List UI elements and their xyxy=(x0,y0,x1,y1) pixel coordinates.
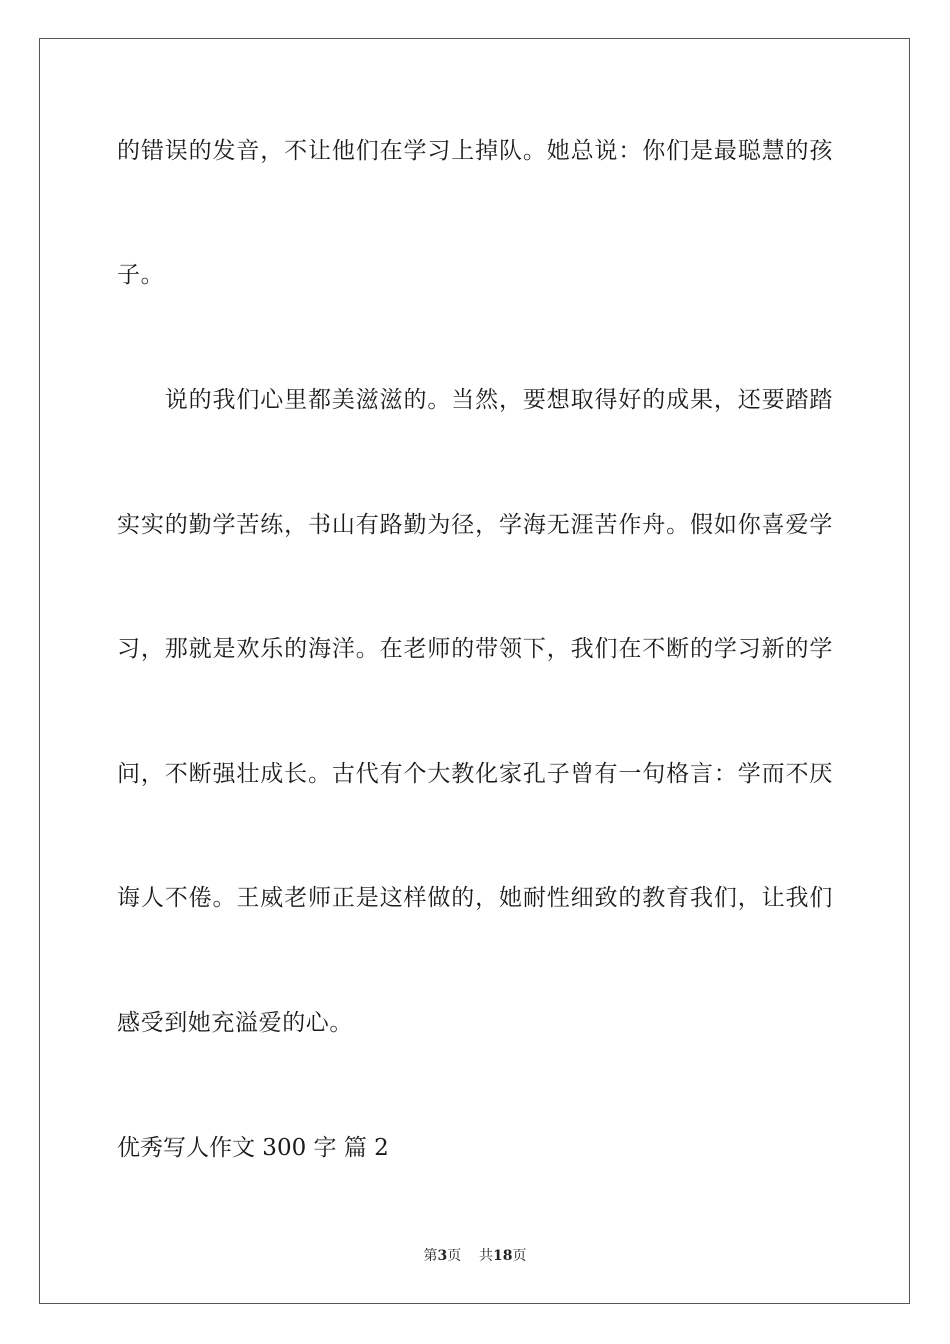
body-line-8: 感受到她充溢爱的心。 xyxy=(117,1010,353,1036)
body-line-5: 习，那就是欢乐的海洋。在老师的带领下，我们在不断的学习新的学 xyxy=(117,636,833,662)
page-footer xyxy=(0,1247,950,1265)
footer-page-unit: 页 xyxy=(447,1248,462,1264)
body-line-1: 的错误的发音，不让他们在学习上掉队。她总说：你们是最聪慧的孩 xyxy=(117,138,833,164)
body-line-4: 实实的勤学苦练，书山有路勤为径，学海无涯苦作舟。假如你喜爱学 xyxy=(117,512,833,538)
footer-total-pages: 18 xyxy=(493,1248,513,1264)
footer-current-page: 3 xyxy=(437,1248,448,1264)
footer-total-prefix: 共 xyxy=(479,1248,494,1264)
footer-prefix: 第 xyxy=(423,1248,438,1264)
body-line-6: 问，不断强壮成长。古代有个大教化家孔子曾有一句格言：学而不厌 xyxy=(117,761,833,787)
body-line-2: 子。 xyxy=(117,262,165,288)
body-line-3: 说的我们心里都美滋滋的。当然，要想取得好的成果，还要踏踏 xyxy=(117,387,833,413)
section-heading: 优秀写人作文 300 字 篇 2 xyxy=(117,1135,389,1161)
page-border xyxy=(39,38,910,1304)
footer-total-unit: 页 xyxy=(512,1248,527,1264)
body-line-7: 诲人不倦。王威老师正是这样做的，她耐性细致的教育我们，让我们 xyxy=(117,885,833,911)
